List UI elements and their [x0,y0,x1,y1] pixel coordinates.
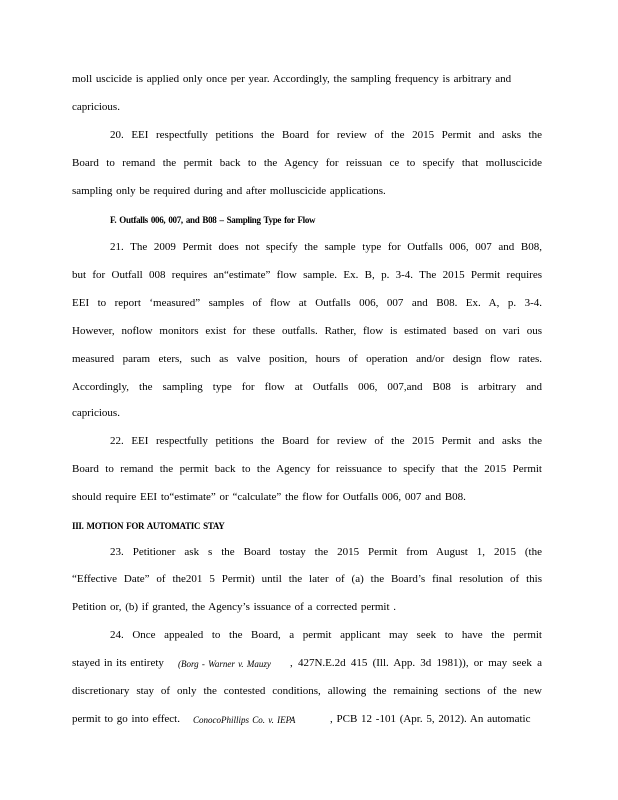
paragraph-21-line: 21. The 2009 Permit does not specify the sample type for Outfalls 006, 007 and B08, [110,241,542,253]
text-line: , 427N.E.2d 415 (Ill. App. 3d 1981)), or may seek a [290,657,542,669]
text-line: , PCB 12 -101 (Apr. 5, 2012). An automatic [330,713,531,725]
text-line: Board to remand the permit back to the Agency for reissuance to specify that the 2015 Permit [72,463,542,475]
text-line: moll uscicide is applied only once per year. Accordingly, the sampling frequency is arbitrary and [72,73,512,85]
paragraph-24-line: 24. Once appealed to the Board, a permit applicant may seek to have the permit [110,629,542,641]
text-line: “Effective Date” of the201 5 Permit) until the later of (a) the Board’s final resolution of this [72,573,542,585]
text-line: stayed in its entirety [72,657,164,669]
text-line: sampling only be required during and after molluscicide applications. [72,185,386,197]
text-line: capricious. [72,407,120,419]
text-line: permit to go into effect. [72,713,180,725]
paragraph-20-line: 20. EEI respectfully petitions the Board for review of the 2015 Permit and asks the [110,129,542,141]
text-line: discretionary stay of only the contested conditions, allowing the remaining sections of the new [72,685,542,697]
text-line: should require EEI to“estimate” or “calculate” the flow for Outfalls 006, 007 and B08. [72,491,466,503]
text-line: However, noflow monitors exist for these outfalls. Rather, flow is estimated based on vari ous [72,325,542,337]
text-line: Petition or, (b) if granted, the Agency’s issuance of a corrected permit . [72,601,397,613]
text-line: Accordingly, the sampling type for flow at Outfalls 006, 007,and B08 is arbitrary and [72,381,542,393]
section-heading-iii: III. MOTION FOR AUTOMATIC STAY [72,521,225,531]
text-line: capricious. [72,101,120,113]
text-line: Board to remand the permit back to the Agency for reissuan ce to specify that molluscicide [72,157,542,169]
text-line: measured param eters, such as valve position, hours of operation and/or design flow rates. [72,353,542,365]
section-heading-f: F. Outfalls 006, 007, and B08 – Sampling Type for Flow [110,215,316,225]
case-citation: ConocoPhillips Co. v. IEPA [193,715,296,725]
text-line: but for Outfall 008 requires an“estimate” flow sample. Ex. B, p. 3-4. The 2015 Permit requires [72,269,542,281]
case-citation: (Borg - Warner v. Mauzy [178,659,271,669]
text-line: EEI to report ‘measured” samples of flow at Outfalls 006, 007 and B08. Ex. A, p. 3-4. [72,297,542,309]
paragraph-23-line: 23. Petitioner ask s the Board tostay the 2015 Permit from August 1, 2015 (the [110,546,542,558]
paragraph-22-line: 22. EEI respectfully petitions the Board for review of the 2015 Permit and asks the [110,435,542,447]
